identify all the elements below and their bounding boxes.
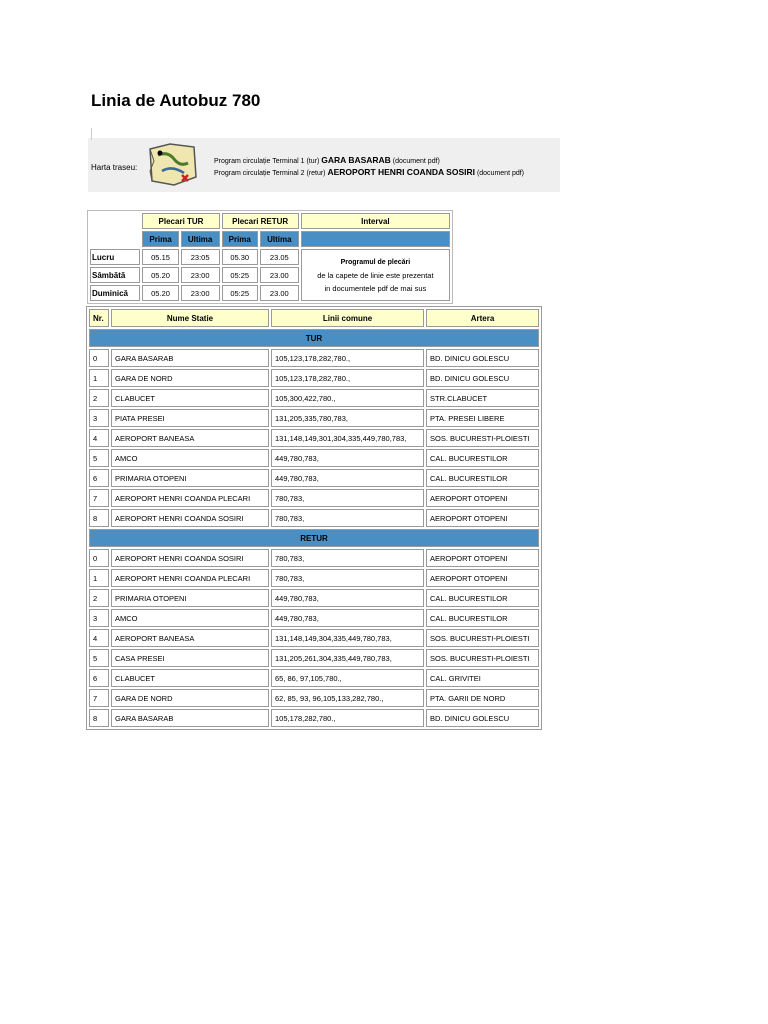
station-name: GARA DE NORD — [111, 689, 269, 707]
station-nr: 4 — [89, 429, 109, 447]
station-nr: 7 — [89, 489, 109, 507]
station-artera: CAL. BUCURESTILOR — [426, 589, 539, 607]
station-lines: 780,783, — [271, 569, 424, 587]
station-name: AEROPORT BANEASA — [111, 429, 269, 447]
station-artera: CAL. BUCURESTILOR — [426, 609, 539, 627]
section-tur: TUR — [89, 329, 539, 347]
schedule-row-lucru — [90, 249, 450, 265]
station-row — [89, 409, 539, 427]
header-plecari-retur: Plecari RETUR — [222, 213, 299, 229]
station-lines: 62, 85, 93, 96,105,133,282,780., — [271, 689, 424, 707]
station-name: AMCO — [111, 609, 269, 627]
schedule-corner — [90, 213, 140, 229]
header-interval-blank — [301, 231, 450, 247]
station-name: AEROPORT HENRI COANDA SOSIRI — [111, 549, 269, 567]
station-name: PRIMARIA OTOPENI — [111, 589, 269, 607]
station-nr: 2 — [89, 589, 109, 607]
interval-note-line-3: in documentele pdf de mai sus — [324, 284, 427, 293]
station-artera: STR.CLABUCET — [426, 389, 539, 407]
station-row — [89, 469, 539, 487]
interval-note-line-2: de la capete de linie este prezentat — [317, 271, 434, 280]
station-artera: CAL. BUCURESTILOR — [426, 469, 539, 487]
station-artera: AEROPORT OTOPENI — [426, 549, 539, 567]
interval-note — [301, 249, 450, 301]
station-nr: 0 — [89, 349, 109, 367]
retur-ultima: 23.00 — [260, 267, 299, 283]
interval-note-line-1: Programul de plecări — [340, 259, 411, 266]
station-row — [89, 589, 539, 607]
station-lines: 449,780,783, — [271, 449, 424, 467]
station-name: AEROPORT BANEASA — [111, 629, 269, 647]
station-row — [89, 709, 539, 727]
station-row — [89, 489, 539, 507]
station-row — [89, 569, 539, 587]
tur-prima: 05.20 — [142, 285, 178, 301]
station-name: GARA DE NORD — [111, 369, 269, 387]
station-lines: 105,123,178,282,780., — [271, 369, 424, 387]
day-label: Sâmbătă — [90, 267, 140, 283]
header-linii-comune: Linii comune — [271, 309, 424, 327]
station-nr: 2 — [89, 389, 109, 407]
header-interval: Interval — [301, 213, 450, 229]
station-artera: AEROPORT OTOPENI — [426, 569, 539, 587]
program-2-destination: AEROPORT HENRI COANDA SOSIRI — [327, 167, 475, 177]
station-lines: 780,783, — [271, 489, 424, 507]
station-name: PIATA PRESEI — [111, 409, 269, 427]
station-nr: 6 — [89, 469, 109, 487]
day-label: Lucru — [90, 249, 140, 265]
station-artera: PTA. GARII DE NORD — [426, 689, 539, 707]
station-row — [89, 389, 539, 407]
station-row — [89, 449, 539, 467]
retur-prima: 05:25 — [222, 267, 258, 283]
header-tur-prima: Prima — [142, 231, 178, 247]
station-nr: 0 — [89, 549, 109, 567]
retur-ultima: 23.00 — [260, 285, 299, 301]
tur-ultima: 23:00 — [181, 267, 220, 283]
program-1-prefix: Program circulație Terminal 1 (tur) — [214, 158, 320, 165]
station-lines: 65, 86, 97,105,780., — [271, 669, 424, 687]
program-link-terminal-2[interactable] — [214, 167, 524, 177]
station-artera: SOS. BUCURESTI-PLOIESTI — [426, 429, 539, 447]
program-link-terminal-1[interactable] — [214, 155, 440, 165]
station-nr: 7 — [89, 689, 109, 707]
station-artera: BD. DINICU GOLESCU — [426, 349, 539, 367]
retur-prima: 05:25 — [222, 285, 258, 301]
station-lines: 449,780,783, — [271, 469, 424, 487]
station-artera: SOS. BUCURESTI-PLOIESTI — [426, 629, 539, 647]
route-map-label: Harta traseu: — [91, 163, 138, 172]
station-nr: 5 — [89, 449, 109, 467]
section-retur: RETUR — [89, 529, 539, 547]
station-nr: 8 — [89, 509, 109, 527]
station-row — [89, 629, 539, 647]
retur-ultima: 23.05 — [260, 249, 299, 265]
station-artera: AEROPORT OTOPENI — [426, 509, 539, 527]
station-lines: 780,783, — [271, 549, 424, 567]
station-nr: 6 — [89, 669, 109, 687]
station-nr: 4 — [89, 629, 109, 647]
station-lines: 131,148,149,301,304,335,449,780,783, — [271, 429, 424, 447]
tur-prima: 05.15 — [142, 249, 178, 265]
header-plecari-tur: Plecari TUR — [142, 213, 219, 229]
retur-prima: 05.30 — [222, 249, 258, 265]
program-2-doc: (document pdf) — [476, 170, 525, 177]
station-nr: 1 — [89, 369, 109, 387]
station-row — [89, 509, 539, 527]
program-1-doc: (document pdf) — [392, 158, 440, 165]
station-nr: 3 — [89, 409, 109, 427]
station-name: GARA BASARAB — [111, 709, 269, 727]
tur-ultima: 23:00 — [181, 285, 220, 301]
station-name: AEROPORT HENRI COANDA PLECARI — [111, 569, 269, 587]
program-2-prefix: Program circulație Terminal 2 (retur) — [214, 170, 326, 177]
station-nr: 8 — [89, 709, 109, 727]
station-row — [89, 369, 539, 387]
station-artera: SOS. BUCURESTI-PLOIESTI — [426, 649, 539, 667]
station-nr: 3 — [89, 609, 109, 627]
station-lines: 105,300,422,780., — [271, 389, 424, 407]
station-lines: 105,123,178,282,780., — [271, 349, 424, 367]
station-name: AMCO — [111, 449, 269, 467]
station-row — [89, 429, 539, 447]
route-map-section — [88, 138, 560, 192]
station-name: CLABUCET — [111, 389, 269, 407]
station-lines: 131,205,335,780,783, — [271, 409, 424, 427]
station-name: AEROPORT HENRI COANDA SOSIRI — [111, 509, 269, 527]
station-lines: 105,178,282,780., — [271, 709, 424, 727]
station-row — [89, 669, 539, 687]
header-nume-statie: Nume Statie — [111, 309, 269, 327]
station-lines: 449,780,783, — [271, 609, 424, 627]
schedule-table — [87, 210, 453, 304]
station-nr: 5 — [89, 649, 109, 667]
station-lines: 131,205,261,304,335,449,780,783, — [271, 649, 424, 667]
station-row — [89, 609, 539, 627]
station-lines: 449,780,783, — [271, 589, 424, 607]
day-label: Duminică — [90, 285, 140, 301]
station-row — [89, 649, 539, 667]
station-name: CLABUCET — [111, 669, 269, 687]
station-nr: 1 — [89, 569, 109, 587]
station-row — [89, 549, 539, 567]
header-retur-prima: Prima — [222, 231, 258, 247]
station-artera: CAL. GRIVITEI — [426, 669, 539, 687]
station-lines: 780,783, — [271, 509, 424, 527]
map-icon[interactable] — [144, 141, 200, 189]
header-tur-ultima: Ultima — [181, 231, 220, 247]
header-artera: Artera — [426, 309, 539, 327]
station-artera: BD. DINICU GOLESCU — [426, 369, 539, 387]
tur-prima: 05.20 — [142, 267, 178, 283]
station-name: CASA PRESEI — [111, 649, 269, 667]
stations-table — [86, 306, 542, 730]
station-name: AEROPORT HENRI COANDA PLECARI — [111, 489, 269, 507]
program-1-destination: GARA BASARAB — [321, 155, 391, 165]
station-row — [89, 689, 539, 707]
station-artera: CAL. BUCURESTILOR — [426, 449, 539, 467]
station-name: PRIMARIA OTOPENI — [111, 469, 269, 487]
header-retur-ultima: Ultima — [260, 231, 299, 247]
station-name: GARA BASARAB — [111, 349, 269, 367]
schedule-corner — [90, 231, 140, 247]
station-lines: 131,148,149,304,335,449,780,783, — [271, 629, 424, 647]
station-artera: PTA. PRESEI LIBERE — [426, 409, 539, 427]
page-title: Linia de Autobuz 780 — [91, 91, 261, 110]
station-artera: BD. DINICU GOLESCU — [426, 709, 539, 727]
header-nr: Nr. — [89, 309, 109, 327]
station-row — [89, 349, 539, 367]
tur-ultima: 23:05 — [181, 249, 220, 265]
divider — [91, 128, 92, 140]
station-artera: AEROPORT OTOPENI — [426, 489, 539, 507]
